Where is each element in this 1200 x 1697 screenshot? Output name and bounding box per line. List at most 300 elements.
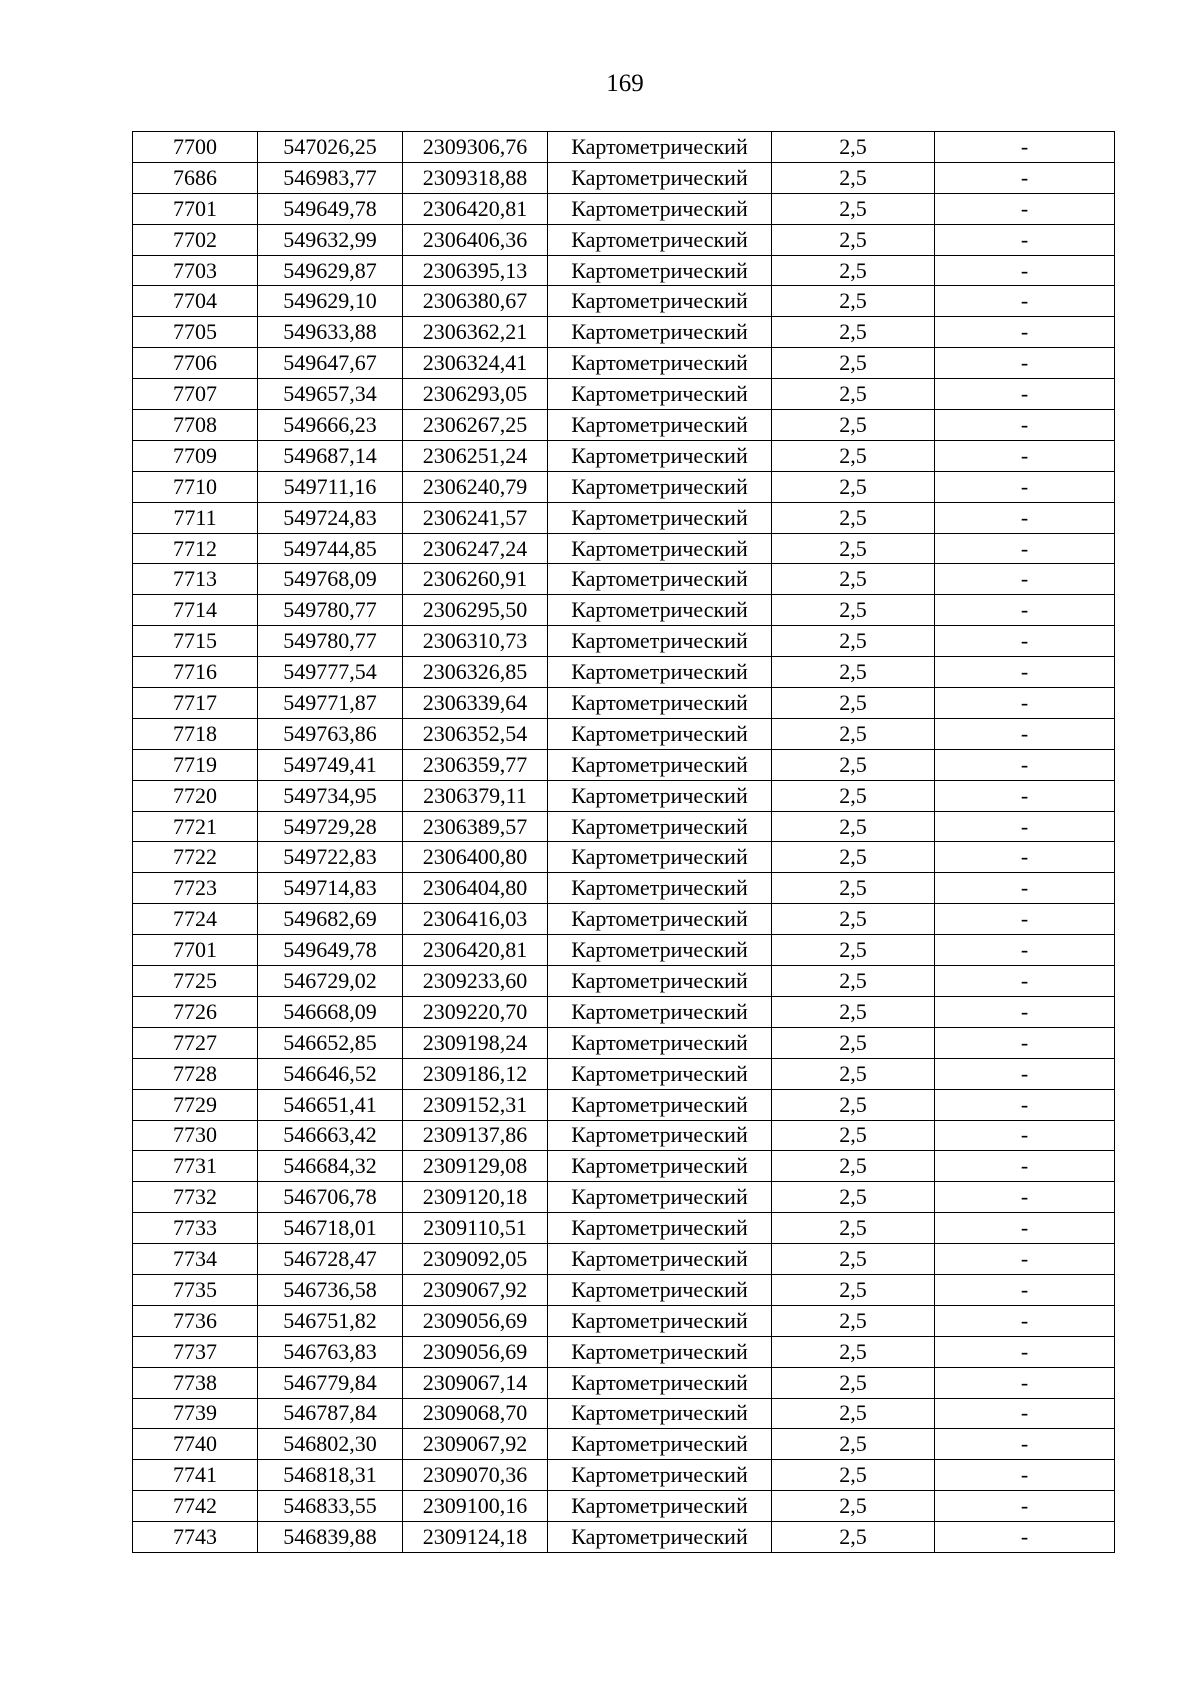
description-cell: - [935, 935, 1115, 966]
method-cell: Картометрический [548, 1398, 772, 1429]
description-cell: - [935, 1460, 1115, 1491]
x-coordinate-cell: 549647,67 [258, 348, 403, 379]
table-row [133, 996, 1115, 1027]
x-coordinate-cell: 549682,69 [258, 904, 403, 935]
x-coordinate-cell: 546833,55 [258, 1491, 403, 1522]
table-row [133, 410, 1115, 441]
y-coordinate-cell: 2306293,05 [403, 379, 548, 410]
point-number-cell: 7728 [133, 1058, 258, 1089]
point-number-cell: 7721 [133, 811, 258, 842]
method-cell: Картометрический [548, 749, 772, 780]
x-coordinate-cell: 549777,54 [258, 657, 403, 688]
point-number-cell: 7717 [133, 688, 258, 719]
x-coordinate-cell: 546751,82 [258, 1305, 403, 1336]
method-cell: Картометрический [548, 379, 772, 410]
precision-cell: 2,5 [772, 193, 935, 224]
table-row [133, 1305, 1115, 1336]
description-cell: - [935, 1213, 1115, 1244]
point-number-cell: 7737 [133, 1336, 258, 1367]
table-row [133, 1089, 1115, 1120]
x-coordinate-cell: 549768,09 [258, 564, 403, 595]
table-row [133, 688, 1115, 719]
y-coordinate-cell: 2309067,92 [403, 1429, 548, 1460]
point-number-cell: 7686 [133, 162, 258, 193]
y-coordinate-cell: 2306247,24 [403, 533, 548, 564]
description-cell: - [935, 626, 1115, 657]
description-cell: - [935, 1367, 1115, 1398]
description-cell: - [935, 811, 1115, 842]
point-number-cell: 7715 [133, 626, 258, 657]
coordinates-table [132, 131, 1115, 1553]
description-cell: - [935, 718, 1115, 749]
point-number-cell: 7741 [133, 1460, 258, 1491]
description-cell: - [935, 471, 1115, 502]
table-row [133, 1274, 1115, 1305]
table-row [133, 904, 1115, 935]
method-cell: Картометрический [548, 132, 772, 163]
x-coordinate-cell: 549649,78 [258, 193, 403, 224]
x-coordinate-cell: 549729,28 [258, 811, 403, 842]
table-row [133, 224, 1115, 255]
method-cell: Картометрический [548, 1460, 772, 1491]
point-number-cell: 7720 [133, 780, 258, 811]
table-row [133, 935, 1115, 966]
precision-cell: 2,5 [772, 935, 935, 966]
method-cell: Картометрический [548, 410, 772, 441]
x-coordinate-cell: 549749,41 [258, 749, 403, 780]
point-number-cell: 7738 [133, 1367, 258, 1398]
point-number-cell: 7701 [133, 935, 258, 966]
x-coordinate-cell: 546646,52 [258, 1058, 403, 1089]
y-coordinate-cell: 2309220,70 [403, 996, 548, 1027]
table-row [133, 317, 1115, 348]
point-number-cell: 7729 [133, 1089, 258, 1120]
y-coordinate-cell: 2309233,60 [403, 966, 548, 997]
table-row [133, 1460, 1115, 1491]
x-coordinate-cell: 549629,10 [258, 286, 403, 317]
y-coordinate-cell: 2309067,92 [403, 1274, 548, 1305]
description-cell: - [935, 595, 1115, 626]
point-number-cell: 7736 [133, 1305, 258, 1336]
y-coordinate-cell: 2306260,91 [403, 564, 548, 595]
method-cell: Картометрический [548, 626, 772, 657]
point-number-cell: 7709 [133, 440, 258, 471]
table-row [133, 1398, 1115, 1429]
table-row [133, 1058, 1115, 1089]
coordinates-table-body [133, 132, 1115, 1553]
precision-cell: 2,5 [772, 440, 935, 471]
description-cell: - [935, 873, 1115, 904]
x-coordinate-cell: 549724,83 [258, 502, 403, 533]
method-cell: Картометрический [548, 162, 772, 193]
description-cell: - [935, 1027, 1115, 1058]
table-row [133, 749, 1115, 780]
y-coordinate-cell: 2306310,73 [403, 626, 548, 657]
description-cell: - [935, 224, 1115, 255]
precision-cell: 2,5 [772, 1491, 935, 1522]
table-row [133, 255, 1115, 286]
description-cell: - [935, 502, 1115, 533]
point-number-cell: 7713 [133, 564, 258, 595]
precision-cell: 2,5 [772, 1027, 935, 1058]
point-number-cell: 7726 [133, 996, 258, 1027]
method-cell: Картометрический [548, 966, 772, 997]
description-cell: - [935, 996, 1115, 1027]
precision-cell: 2,5 [772, 379, 935, 410]
point-number-cell: 7704 [133, 286, 258, 317]
description-cell: - [935, 379, 1115, 410]
point-number-cell: 7743 [133, 1522, 258, 1553]
description-cell: - [935, 1491, 1115, 1522]
point-number-cell: 7706 [133, 348, 258, 379]
point-number-cell: 7716 [133, 657, 258, 688]
description-cell: - [935, 657, 1115, 688]
method-cell: Картометрический [548, 564, 772, 595]
y-coordinate-cell: 2309070,36 [403, 1460, 548, 1491]
table-row [133, 718, 1115, 749]
x-coordinate-cell: 546652,85 [258, 1027, 403, 1058]
y-coordinate-cell: 2306416,03 [403, 904, 548, 935]
y-coordinate-cell: 2306240,79 [403, 471, 548, 502]
description-cell: - [935, 1058, 1115, 1089]
precision-cell: 2,5 [772, 162, 935, 193]
y-coordinate-cell: 2309056,69 [403, 1336, 548, 1367]
description-cell: - [935, 904, 1115, 935]
precision-cell: 2,5 [772, 1367, 935, 1398]
method-cell: Картометрический [548, 502, 772, 533]
y-coordinate-cell: 2309137,86 [403, 1120, 548, 1151]
method-cell: Картометрический [548, 1089, 772, 1120]
y-coordinate-cell: 2306251,24 [403, 440, 548, 471]
x-coordinate-cell: 549666,23 [258, 410, 403, 441]
x-coordinate-cell: 546983,77 [258, 162, 403, 193]
method-cell: Картометрический [548, 348, 772, 379]
x-coordinate-cell: 546684,32 [258, 1151, 403, 1182]
y-coordinate-cell: 2309124,18 [403, 1522, 548, 1553]
x-coordinate-cell: 549649,78 [258, 935, 403, 966]
precision-cell: 2,5 [772, 1336, 935, 1367]
table-row [133, 1522, 1115, 1553]
table-row [133, 780, 1115, 811]
table-row [133, 1367, 1115, 1398]
precision-cell: 2,5 [772, 873, 935, 904]
y-coordinate-cell: 2306295,50 [403, 595, 548, 626]
description-cell: - [935, 1244, 1115, 1275]
precision-cell: 2,5 [772, 1274, 935, 1305]
x-coordinate-cell: 549633,88 [258, 317, 403, 348]
table-row [133, 1027, 1115, 1058]
x-coordinate-cell: 546802,30 [258, 1429, 403, 1460]
precision-cell: 2,5 [772, 966, 935, 997]
point-number-cell: 7732 [133, 1182, 258, 1213]
table-row [133, 471, 1115, 502]
x-coordinate-cell: 549780,77 [258, 626, 403, 657]
precision-cell: 2,5 [772, 1244, 935, 1275]
point-number-cell: 7700 [133, 132, 258, 163]
point-number-cell: 7742 [133, 1491, 258, 1522]
x-coordinate-cell: 546787,84 [258, 1398, 403, 1429]
method-cell: Картометрический [548, 780, 772, 811]
point-number-cell: 7733 [133, 1213, 258, 1244]
precision-cell: 2,5 [772, 1398, 935, 1429]
method-cell: Картометрический [548, 811, 772, 842]
precision-cell: 2,5 [772, 410, 935, 441]
precision-cell: 2,5 [772, 255, 935, 286]
y-coordinate-cell: 2309120,18 [403, 1182, 548, 1213]
y-coordinate-cell: 2309100,16 [403, 1491, 548, 1522]
y-coordinate-cell: 2309068,70 [403, 1398, 548, 1429]
method-cell: Картометрический [548, 1182, 772, 1213]
method-cell: Картометрический [548, 1367, 772, 1398]
table-row [133, 533, 1115, 564]
description-cell: - [935, 1089, 1115, 1120]
point-number-cell: 7740 [133, 1429, 258, 1460]
y-coordinate-cell: 2306404,80 [403, 873, 548, 904]
x-coordinate-cell: 547026,25 [258, 132, 403, 163]
description-cell: - [935, 1522, 1115, 1553]
y-coordinate-cell: 2306352,54 [403, 718, 548, 749]
x-coordinate-cell: 549744,85 [258, 533, 403, 564]
x-coordinate-cell: 549763,86 [258, 718, 403, 749]
precision-cell: 2,5 [772, 317, 935, 348]
y-coordinate-cell: 2309318,88 [403, 162, 548, 193]
y-coordinate-cell: 2306241,57 [403, 502, 548, 533]
y-coordinate-cell: 2306395,13 [403, 255, 548, 286]
method-cell: Картометрический [548, 1305, 772, 1336]
point-number-cell: 7714 [133, 595, 258, 626]
x-coordinate-cell: 546706,78 [258, 1182, 403, 1213]
table-row [133, 286, 1115, 317]
description-cell: - [935, 842, 1115, 873]
table-row [133, 595, 1115, 626]
precision-cell: 2,5 [772, 1151, 935, 1182]
table-row [133, 1182, 1115, 1213]
method-cell: Картометрический [548, 224, 772, 255]
method-cell: Картометрический [548, 595, 772, 626]
y-coordinate-cell: 2306389,57 [403, 811, 548, 842]
precision-cell: 2,5 [772, 286, 935, 317]
precision-cell: 2,5 [772, 904, 935, 935]
precision-cell: 2,5 [772, 749, 935, 780]
table-row [133, 564, 1115, 595]
method-cell: Картометрический [548, 193, 772, 224]
point-number-cell: 7718 [133, 718, 258, 749]
table-row [133, 873, 1115, 904]
method-cell: Картометрический [548, 996, 772, 1027]
table-row [133, 811, 1115, 842]
x-coordinate-cell: 546839,88 [258, 1522, 403, 1553]
table-row [133, 657, 1115, 688]
table-row [133, 1120, 1115, 1151]
point-number-cell: 7708 [133, 410, 258, 441]
method-cell: Картометрический [548, 1151, 772, 1182]
point-number-cell: 7723 [133, 873, 258, 904]
precision-cell: 2,5 [772, 1522, 935, 1553]
precision-cell: 2,5 [772, 132, 935, 163]
description-cell: - [935, 780, 1115, 811]
y-coordinate-cell: 2309306,76 [403, 132, 548, 163]
y-coordinate-cell: 2309186,12 [403, 1058, 548, 1089]
method-cell: Картометрический [548, 1336, 772, 1367]
y-coordinate-cell: 2306324,41 [403, 348, 548, 379]
y-coordinate-cell: 2309129,08 [403, 1151, 548, 1182]
table-row [133, 379, 1115, 410]
precision-cell: 2,5 [772, 1460, 935, 1491]
precision-cell: 2,5 [772, 842, 935, 873]
method-cell: Картометрический [548, 842, 772, 873]
x-coordinate-cell: 549734,95 [258, 780, 403, 811]
method-cell: Картометрический [548, 1522, 772, 1553]
description-cell: - [935, 1429, 1115, 1460]
point-number-cell: 7707 [133, 379, 258, 410]
description-cell: - [935, 688, 1115, 719]
description-cell: - [935, 132, 1115, 163]
description-cell: - [935, 1398, 1115, 1429]
y-coordinate-cell: 2309056,69 [403, 1305, 548, 1336]
point-number-cell: 7712 [133, 533, 258, 564]
y-coordinate-cell: 2306420,81 [403, 935, 548, 966]
precision-cell: 2,5 [772, 533, 935, 564]
point-number-cell: 7724 [133, 904, 258, 935]
x-coordinate-cell: 546668,09 [258, 996, 403, 1027]
description-cell: - [935, 749, 1115, 780]
x-coordinate-cell: 549632,99 [258, 224, 403, 255]
precision-cell: 2,5 [772, 348, 935, 379]
point-number-cell: 7701 [133, 193, 258, 224]
precision-cell: 2,5 [772, 1089, 935, 1120]
point-number-cell: 7730 [133, 1120, 258, 1151]
method-cell: Картометрический [548, 1491, 772, 1522]
description-cell: - [935, 440, 1115, 471]
table-row [133, 842, 1115, 873]
table-row [133, 1213, 1115, 1244]
x-coordinate-cell: 549714,83 [258, 873, 403, 904]
y-coordinate-cell: 2306362,21 [403, 317, 548, 348]
precision-cell: 2,5 [772, 595, 935, 626]
description-cell: - [935, 1274, 1115, 1305]
y-coordinate-cell: 2306400,80 [403, 842, 548, 873]
point-number-cell: 7727 [133, 1027, 258, 1058]
method-cell: Картометрический [548, 255, 772, 286]
method-cell: Картометрический [548, 688, 772, 719]
precision-cell: 2,5 [772, 657, 935, 688]
table-row [133, 162, 1115, 193]
y-coordinate-cell: 2306420,81 [403, 193, 548, 224]
x-coordinate-cell: 546718,01 [258, 1213, 403, 1244]
table-row [133, 1151, 1115, 1182]
precision-cell: 2,5 [772, 224, 935, 255]
x-coordinate-cell: 546729,02 [258, 966, 403, 997]
description-cell: - [935, 1305, 1115, 1336]
precision-cell: 2,5 [772, 1058, 935, 1089]
method-cell: Картометрический [548, 533, 772, 564]
point-number-cell: 7711 [133, 502, 258, 533]
precision-cell: 2,5 [772, 1213, 935, 1244]
table-row [133, 348, 1115, 379]
precision-cell: 2,5 [772, 688, 935, 719]
precision-cell: 2,5 [772, 1182, 935, 1213]
method-cell: Картометрический [548, 1429, 772, 1460]
method-cell: Картометрический [548, 317, 772, 348]
x-coordinate-cell: 546818,31 [258, 1460, 403, 1491]
precision-cell: 2,5 [772, 1305, 935, 1336]
y-coordinate-cell: 2306406,36 [403, 224, 548, 255]
description-cell: - [935, 533, 1115, 564]
table-row [133, 1429, 1115, 1460]
precision-cell: 2,5 [772, 1429, 935, 1460]
method-cell: Картометрический [548, 904, 772, 935]
table-row [133, 1491, 1115, 1522]
y-coordinate-cell: 2309198,24 [403, 1027, 548, 1058]
precision-cell: 2,5 [772, 780, 935, 811]
precision-cell: 2,5 [772, 471, 935, 502]
point-number-cell: 7705 [133, 317, 258, 348]
description-cell: - [935, 564, 1115, 595]
description-cell: - [935, 1182, 1115, 1213]
x-coordinate-cell: 549657,34 [258, 379, 403, 410]
precision-cell: 2,5 [772, 1120, 935, 1151]
method-cell: Картометрический [548, 1244, 772, 1275]
table-row [133, 1244, 1115, 1275]
method-cell: Картометрический [548, 873, 772, 904]
x-coordinate-cell: 546736,58 [258, 1274, 403, 1305]
table-row [133, 626, 1115, 657]
y-coordinate-cell: 2309067,14 [403, 1367, 548, 1398]
point-number-cell: 7702 [133, 224, 258, 255]
description-cell: - [935, 286, 1115, 317]
description-cell: - [935, 317, 1115, 348]
x-coordinate-cell: 549771,87 [258, 688, 403, 719]
description-cell: - [935, 1336, 1115, 1367]
description-cell: - [935, 1120, 1115, 1151]
method-cell: Картометрический [548, 1274, 772, 1305]
description-cell: - [935, 1151, 1115, 1182]
method-cell: Картометрический [548, 1058, 772, 1089]
precision-cell: 2,5 [772, 811, 935, 842]
description-cell: - [935, 966, 1115, 997]
y-coordinate-cell: 2306380,67 [403, 286, 548, 317]
point-number-cell: 7719 [133, 749, 258, 780]
precision-cell: 2,5 [772, 626, 935, 657]
table-row [133, 193, 1115, 224]
description-cell: - [935, 162, 1115, 193]
point-number-cell: 7725 [133, 966, 258, 997]
y-coordinate-cell: 2309152,31 [403, 1089, 548, 1120]
point-number-cell: 7710 [133, 471, 258, 502]
y-coordinate-cell: 2306339,64 [403, 688, 548, 719]
x-coordinate-cell: 546651,41 [258, 1089, 403, 1120]
y-coordinate-cell: 2306326,85 [403, 657, 548, 688]
method-cell: Картометрический [548, 286, 772, 317]
point-number-cell: 7731 [133, 1151, 258, 1182]
table-row [133, 502, 1115, 533]
y-coordinate-cell: 2306359,77 [403, 749, 548, 780]
method-cell: Картометрический [548, 471, 772, 502]
table-row [133, 1336, 1115, 1367]
y-coordinate-cell: 2306379,11 [403, 780, 548, 811]
point-number-cell: 7722 [133, 842, 258, 873]
x-coordinate-cell: 546728,47 [258, 1244, 403, 1275]
x-coordinate-cell: 549629,87 [258, 255, 403, 286]
table-row [133, 132, 1115, 163]
x-coordinate-cell: 549780,77 [258, 595, 403, 626]
table-row [133, 440, 1115, 471]
precision-cell: 2,5 [772, 996, 935, 1027]
x-coordinate-cell: 546663,42 [258, 1120, 403, 1151]
x-coordinate-cell: 549711,16 [258, 471, 403, 502]
table-row [133, 966, 1115, 997]
method-cell: Картометрический [548, 718, 772, 749]
